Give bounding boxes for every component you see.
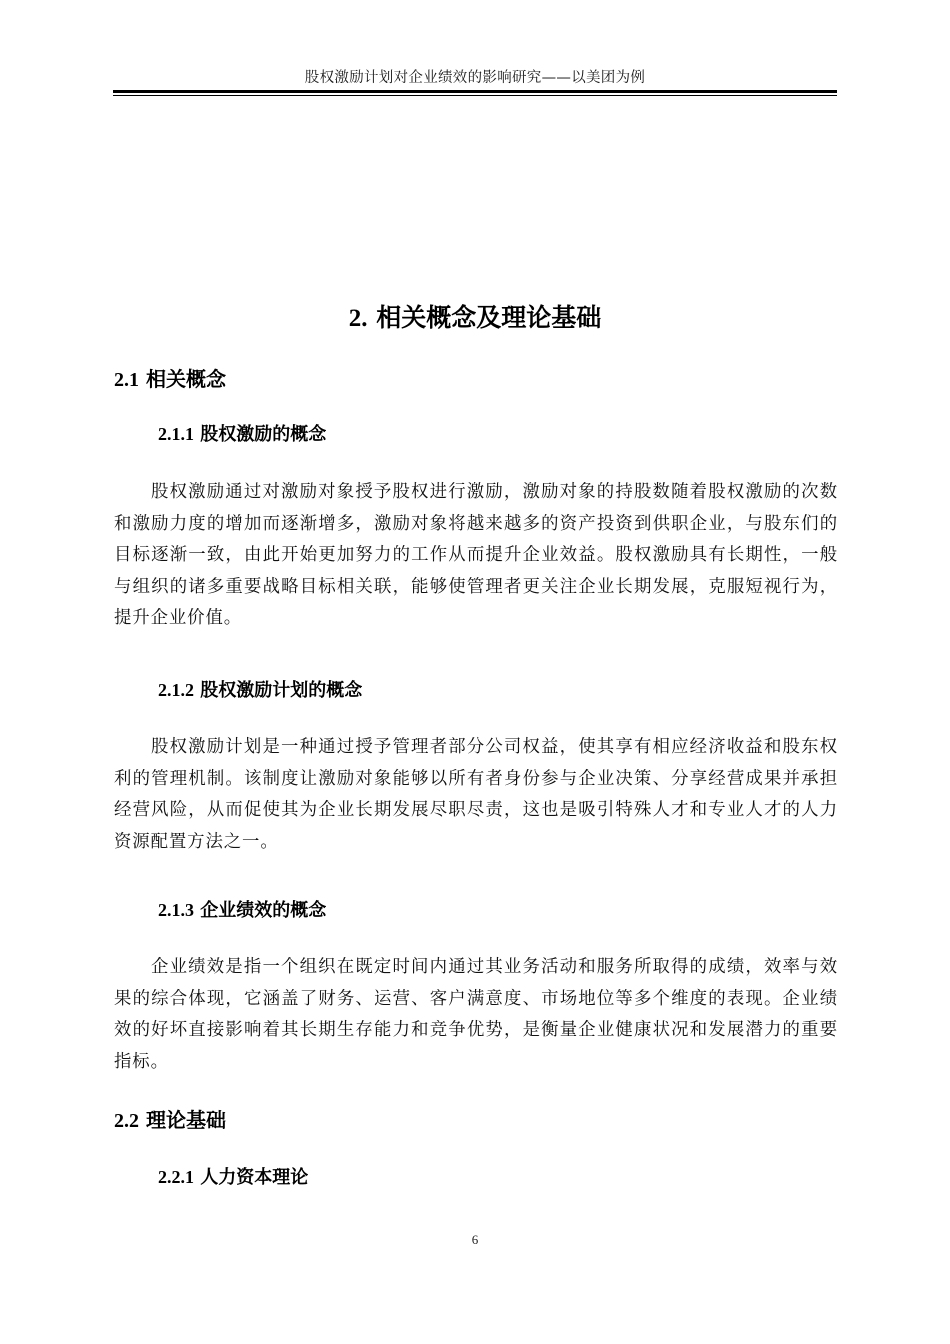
section-number: 2.1: [114, 369, 139, 391]
chapter-title: [113, 298, 837, 339]
subsection-heading-2-1-1: [158, 420, 326, 449]
section-title: 理论基础: [145, 1108, 226, 1132]
subsection-number: 2.1.2: [158, 680, 194, 700]
chapter-title-text: 相关概念及理论基础: [376, 303, 602, 332]
paragraph-incentive-plan-concept: 股权激励计划是一种通过授予管理者部分公司权益，使其享有相应经济收益和股东权利的管理机制。该制度让激励对象能够以所有者身份参与企业决策、分享经营成果并承担经营风险，从而促使其为企业长期发展尽职尽责，这也是吸引特殊人才和专业人才的人力资源配置方法之一。: [114, 737, 838, 852]
paragraph-performance-concept: 企业绩效是指一个组织在既定时间内通过其业务活动和服务所取得的成绩，效率与效果的综合体现，它涵盖了财务、运营、客户满意度、市场地位等多个维度的表现。企业绩效的好坏直接影响着其长期生存能力和竞争优势，是衡量企业健康状况和发展潜力的重要指标。: [114, 957, 838, 1072]
section-number: 2.2: [114, 1110, 139, 1132]
section-title: 相关概念: [145, 367, 226, 391]
subsection-title: 人力资本理论: [200, 1167, 309, 1188]
page-number: 6: [471, 1232, 479, 1247]
subsection-number: 2.1.1: [158, 424, 194, 444]
subsection-heading-2-1-3: [158, 896, 326, 925]
page-header: [113, 66, 837, 98]
paragraph-equity-incentive-concept: 股权激励通过对激励对象授予股权进行激励，激励对象的持股数随着股权激励的次数和激励力度的增加而逐渐增多，激励对象将越来越多的资产投资到供职企业，与股东们的目标逐渐一致，由此开始更加努力的工作从而提升企业效益。股权激励具有长期性，一般与组织的诸多重要战略目标相关联，能够使管理者更关注企业长期发展，克服短视行为，提升企业价值。: [114, 482, 838, 629]
subsection-title: 股权激励计划的概念: [200, 680, 363, 701]
section-heading-2-1: [114, 364, 226, 395]
subsection-heading-2-1-2: [158, 676, 362, 705]
subsection-heading-2-2-1: [158, 1163, 308, 1192]
header-rule-thick: [113, 90, 837, 93]
running-title: 股权激励计划对企业绩效的影响研究——以美团为例: [304, 70, 646, 86]
header-rule-thin: [113, 95, 837, 96]
subsection-number: 2.1.3: [158, 900, 194, 920]
chapter-number: 2.: [348, 305, 368, 332]
subsection-title: 企业绩效的概念: [200, 900, 327, 921]
subsection-title: 股权激励的概念: [200, 424, 327, 445]
section-heading-2-2: [114, 1105, 226, 1136]
subsection-number: 2.2.1: [158, 1167, 194, 1187]
